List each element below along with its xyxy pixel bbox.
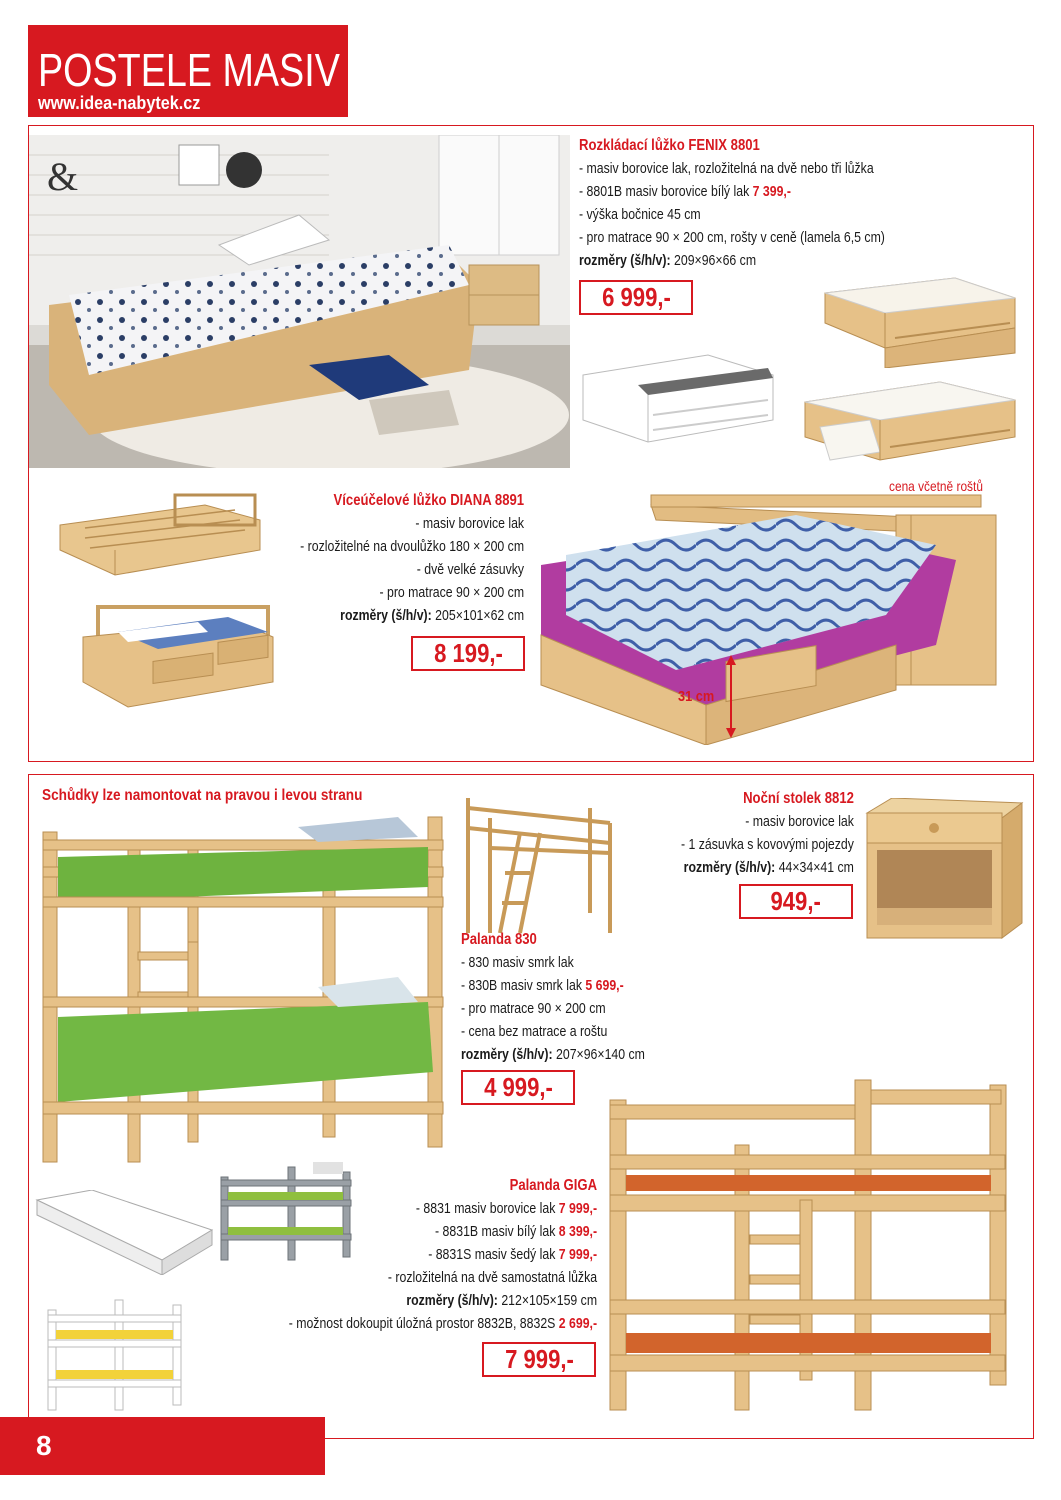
giga-white-bunk-image: [45, 1295, 185, 1415]
fenix-price-text: 6 999,-: [601, 282, 671, 312]
diana-height-label: 31 cm: [678, 688, 715, 705]
palanda-830-image: [460, 793, 620, 938]
bunk-bed-green-image: [38, 812, 448, 1167]
giga-line-2: [289, 1220, 597, 1243]
giga-price: [482, 1342, 596, 1377]
fenix-bed-natural-image: [815, 268, 1020, 368]
diana-bed-frame-image: [55, 490, 265, 585]
svg-text:&: &: [47, 154, 79, 199]
diana-dim-value: 205×101×62 cm: [431, 607, 524, 624]
nightstand-image: [862, 798, 1027, 943]
palanda-830-dimensions: [461, 1043, 645, 1066]
nightstand-price: [739, 884, 853, 919]
fenix-description: [579, 134, 885, 272]
palanda-830-variant-price: 5 699,-: [585, 977, 624, 994]
palanda-830-price: [461, 1070, 575, 1105]
giga-title: Palanda GIGA: [509, 1177, 597, 1194]
bunk-ladder-note: Schůdky lze namontovat na pravou i levou stranu: [42, 787, 363, 804]
palanda-830-line-3: - pro matrace 90 × 200 cm: [461, 1000, 606, 1017]
diana-description: [300, 489, 524, 627]
diana-price-text: 8 199,-: [433, 638, 503, 668]
giga-dimensions: [289, 1289, 597, 1312]
fenix-dim-value: 209×96×66 cm: [670, 252, 757, 269]
giga-description: [289, 1174, 597, 1335]
giga-line-2-price: 8 399,-: [558, 1223, 597, 1240]
diana-line-4: - pro matrace 90 × 200 cm: [379, 584, 524, 601]
giga-line-1-price: 7 999,-: [558, 1200, 597, 1217]
fenix-bed-triple-image: [800, 372, 1022, 470]
giga-line-6: [289, 1312, 597, 1335]
nightstand-title: Noční stolek 8812: [743, 790, 854, 807]
giga-line-3-price: 7 999,-: [558, 1246, 597, 1263]
fenix-line-3: - výška bočnice 45 cm: [579, 206, 701, 223]
giga-line-1: [289, 1197, 597, 1220]
giga-dim-value: 212×105×159 cm: [497, 1292, 597, 1309]
fenix-variant-price: 7 399,-: [752, 183, 791, 200]
fenix-dim-label: rozměry (š/h/v):: [579, 252, 671, 269]
nightstand-dim-value: 44×34×41 cm: [775, 859, 854, 876]
palanda-830-line-2-text: - 830B masiv smrk lak: [461, 977, 586, 994]
giga-dim-label: rozměry (š/h/v):: [406, 1292, 498, 1309]
fenix-line-2: [579, 180, 885, 203]
diana-line-2: - rozložitelné na dvoulůžko 180 × 200 cm: [300, 538, 524, 555]
giga-line-6-text: - možnost dokoupit úložná prostor 8832B, 8832S: [288, 1315, 559, 1332]
fenix-room-photo: [29, 135, 570, 468]
fenix-line-2-text: - 8801B masiv borovice bílý lak: [579, 183, 753, 200]
giga-price-text: 7 999,-: [504, 1344, 574, 1374]
nightstand-line-2: - 1 zásuvka s kovovými pojezdy: [681, 836, 854, 853]
palanda-830-line-1: - 830 masiv smrk lak: [461, 954, 574, 971]
header-banner: [28, 25, 348, 117]
nightstand-price-text: 949,-: [770, 886, 822, 916]
giga-line-2-text: - 8831B masiv bílý lak: [434, 1223, 559, 1240]
page-number: 8: [36, 1430, 52, 1461]
giga-line-3: [289, 1243, 597, 1266]
diana-title: Víceúčelové lůžko DIANA 8891: [333, 492, 524, 509]
diana-price: [411, 636, 525, 671]
nightstand-line-1: - masiv borovice lak: [745, 813, 854, 830]
diana-dim-label: rozměry (š/h/v):: [340, 607, 432, 624]
palanda-830-dim-value: 207×96×140 cm: [552, 1046, 645, 1063]
fenix-line-1: - masiv borovice lak, rozložitelná na dvě nebo tři lůžka: [579, 160, 874, 177]
giga-line-1-text: - 8831 masiv borovice lak: [415, 1200, 559, 1217]
diana-bed-main-image: [536, 475, 1016, 745]
nightstand-dim-label: rozměry (š/h/v):: [683, 859, 776, 876]
palanda-830-dim-label: rozměry (š/h/v):: [461, 1046, 553, 1063]
storage-drawer-white-image: [32, 1190, 217, 1275]
diana-dimensions: [300, 604, 524, 627]
diana-bed-drawers-image: [78, 597, 278, 717]
giga-line-4: - rozložitelná na dvě samostatná lůžka: [387, 1269, 597, 1286]
fenix-line-4: - pro matrace 90 × 200 cm, rošty v ceně (lamela 6,5 cm): [579, 229, 885, 246]
fenix-price: [579, 280, 693, 315]
palanda-830-description: [461, 928, 645, 1066]
giga-line-3-text: - 8831S masiv šedý lak: [428, 1246, 559, 1263]
diana-line-1: - masiv borovice lak: [415, 515, 524, 532]
palanda-830-title: Palanda 830: [461, 931, 537, 948]
giga-line-6-price: 2 699,-: [558, 1315, 597, 1332]
palanda-830-price-text: 4 999,-: [483, 1072, 553, 1102]
website-url[interactable]: www.idea-nabytek.cz: [38, 93, 201, 113]
fenix-bed-white-image: [578, 350, 778, 446]
diana-line-3: - dvě velké zásuvky: [416, 561, 524, 578]
diana-grates-note: cena včetně roštů: [889, 478, 983, 494]
fenix-title: Rozkládací lůžko FENIX 8801: [579, 137, 760, 154]
giga-bunk-bed-image: [605, 1075, 1020, 1415]
palanda-830-line-2: [461, 974, 645, 997]
palanda-830-line-4: - cena bez matrace a roštu: [461, 1023, 608, 1040]
nightstand-dimensions: [681, 856, 854, 879]
page-title: POSTELE MASIV: [38, 44, 340, 96]
nightstand-description: [681, 787, 854, 879]
